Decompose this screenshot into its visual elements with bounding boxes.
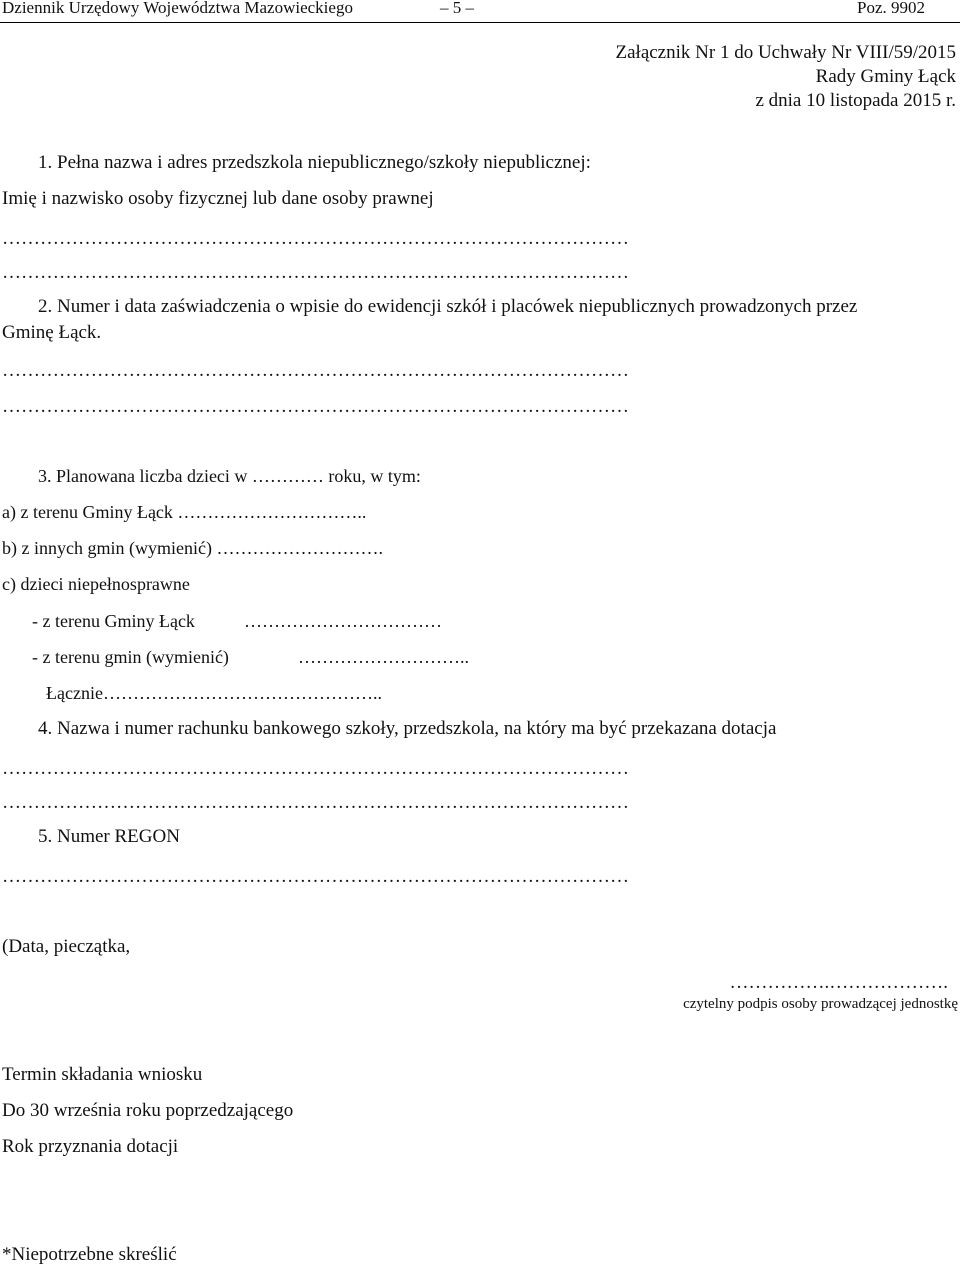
journal-title: Dziennik Urzędowy Województwa Mazowieckiego — [2, 0, 353, 17]
page-number: – 5 – — [440, 0, 474, 17]
deadline-label: Termin składania wniosku — [2, 1064, 203, 1085]
section-2-title: 2. Numer i data zaświadczenia o wpisie do ewidencji szkół i placówek niepublicznych prowadzonych przez — [38, 296, 858, 317]
section-2-title-cont: Gminę Łąck. — [2, 322, 102, 343]
section-5-title: 5. Numer REGON — [38, 826, 180, 847]
section-5-fill-line[interactable]: ……………………………………………………………………………………… — [2, 866, 629, 887]
attachment-line-1: Załącznik Nr 1 do Uchwały Nr VIII/59/2015 — [615, 42, 956, 63]
section-3-item-c2-label: - z terenu gmin (wymienić) — [32, 647, 229, 667]
header-rule — [0, 22, 960, 23]
section-4-fill-line-2[interactable]: ……………………………………………………………………………………… — [2, 792, 629, 813]
section-1-fill-line-1[interactable]: ……………………………………………………………………………………… — [2, 228, 629, 249]
section-1-title: 1. Pełna nazwa i adres przedszkola niepublicznego/szkoły niepublicznej: — [38, 152, 591, 173]
signature-caption: czytelny podpis osoby prowadzącej jednostkę — [683, 996, 958, 1012]
position-number: Poz. 9902 — [857, 0, 925, 17]
section-3-item-c: c) dzieci niepełnosprawne — [2, 574, 190, 594]
section-3-title: 3. Planowana liczba dzieci w ………… roku, w tym: — [38, 466, 421, 486]
section-3-item-a: a) z terenu Gminy Łąck ………………………….. — [2, 502, 367, 522]
signature-fill-line[interactable]: …………….………………. — [729, 972, 948, 993]
section-3-total: Łącznie……………………………………….. — [46, 683, 382, 703]
section-1-subtitle: Imię i nazwisko osoby fizycznej lub dane osoby prawnej — [2, 188, 434, 209]
section-1-fill-line-2[interactable]: ……………………………………………………………………………………… — [2, 262, 629, 283]
deadline-value: Do 30 września roku poprzedzającego — [2, 1100, 294, 1121]
section-3-item-b: b) z innych gmin (wymienić) ………………………. — [2, 538, 383, 558]
attachment-line-2: Rady Gminy Łąck — [815, 66, 956, 87]
grant-year-label: Rok przyznania dotacji — [2, 1136, 179, 1157]
strike-note: *Niepotrzebne skreślić — [2, 1244, 177, 1265]
section-2-fill-line-2[interactable]: ……………………………………………………………………………………… — [2, 396, 629, 417]
section-3-item-c1-fill[interactable]: …………………………… — [244, 611, 442, 631]
section-2-fill-line-1[interactable]: ……………………………………………………………………………………… — [2, 360, 629, 381]
section-4-title: 4. Nazwa i numer rachunku bankowego szkoły, przedszkola, na który ma być przekazana dotacja — [38, 718, 777, 739]
attachment-line-3: z dnia 10 listopada 2015 r. — [755, 90, 956, 111]
section-3-item-c2-fill[interactable]: ……………………….. — [298, 647, 469, 667]
section-4-fill-line-1[interactable]: ……………………………………………………………………………………… — [2, 758, 629, 779]
date-stamp-label: (Data, pieczątka, — [2, 936, 131, 957]
section-3-item-c1-label: - z terenu Gminy Łąck — [32, 611, 195, 631]
